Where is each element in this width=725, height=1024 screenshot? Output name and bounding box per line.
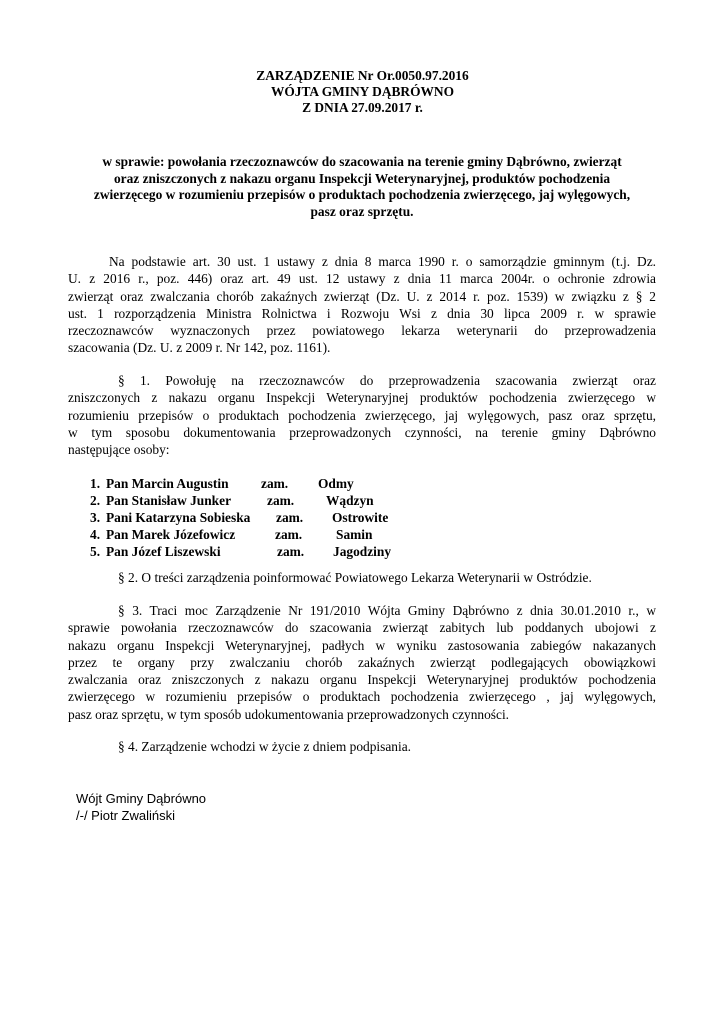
person-name: Pan Marcin Augustin [106,476,229,491]
paragraph-line: ust. 1 rozporządzenia Ministra Rolnictwa i Rozwoju Wsi z dnia 30 lipca 2009 r. w sprawie [68,305,656,321]
person-number: 5. [90,544,101,559]
paragraph-line: przez te organy przy zwalczaniu chorób zakaźnych zwierząt podlegających obowiązkowi [68,654,656,670]
residence-town: Samin [336,527,373,542]
person-number: 2. [90,493,101,508]
paragraph-line: zniszczonych z nakazu organu Inspekcji Weterynaryjnej produktów pochodzenia zwierzęcego w [68,390,656,406]
paragraph-line: rzeczoznawców wyznaczonych przez powiatowego lekarza weterynarii do przeprowadzenia [68,323,656,339]
signatory-name: /-/ Piotr Zwaliński [76,808,175,823]
paragraph-line: U. z 2016 r., poz. 446) oraz art. 49 ust. 12 ustawy z dnia 11 marca 2004r. o ochronie zdrowia [68,271,656,287]
signature-block [76,790,206,824]
person-number: 4. [90,527,101,542]
signatory-title: Wójt Gminy Dąbrówno [76,791,207,806]
person-name: Pani Katarzyna Sobieska [106,510,251,525]
residence-label: zam. [261,476,289,491]
subject-line: zwierzęcego w rozumieniu przepisów o produktach pochodzenia zwierzęcego, jaj wylęgowych, [93,187,631,202]
residence-label: zam. [276,510,304,525]
legal-basis-paragraph [68,253,656,357]
person-name: Pan Stanisław Junker [106,493,232,508]
paragraph-line: Na podstawie art. 30 ust. 1 ustawy z dnia 8 marca 1990 r. o samorządzie gminnym (t.j. Dz. [109,254,656,269]
person-number: 1. [90,476,101,491]
residence-town: Ostrowite [332,510,389,525]
paragraph-line: zwalczania oraz zniszczonych z nakazu organu Inspekcji Weterynaryjnej produktów pochodzenia [68,672,656,688]
paragraph-line: § 1. Powołuję na rzeczoznawców do przeprowadzenia szacowania zwierząt oraz [118,373,656,388]
paragraph-line: sprawie powołania rzeczoznawców do szacowania zwierząt zabitych lub poddanych ubojowi z [68,620,656,636]
paragraph-line: pasz oraz sprzętu, w tym sposób udokumentowania przeprowadzonych czynności. [68,706,510,722]
paragraph-line: następujące osoby: [68,442,170,458]
person-name: Pan Józef Liszewski [106,544,221,559]
residence-label: zam. [275,527,303,542]
paragraph-line: szacowania (Dz. U. z 2009 r. Nr 142, poz. 1161). [68,340,331,356]
residence-town: Jagodziny [333,544,392,559]
title-ordinance-number: ZARZĄDZENIE Nr Or.0050.97.2016 [256,68,469,83]
title-issuer: WÓJTA GMINY DĄBRÓWNO [270,84,454,99]
paragraph-line: § 3. Traci moc Zarządzenie Nr 191/2010 Wójta Gminy Dąbrówno z dnia 30.01.2010 r., w [118,603,656,618]
person-name: Pan Marek Józefowicz [106,527,236,542]
subject-line: oraz zniszczonych z nakazu organu Inspekcji Weterynaryjnej, produktów pochodzenia [113,170,611,186]
paragraph-line: zwierzęcego w rozumieniu przepisów o produktach pochodzenia zwierzęcego , jaj wylęgowych, [68,689,656,705]
residence-town: Odmy [318,476,354,491]
document-title [0,68,725,116]
paragraph-line: zwierząt oraz zwalczania chorób zakaźnych zwierząt (Dz. U. z 2014 r. poz. 1539) w związku z § 2 [68,288,656,304]
section-1-paragraph [68,372,656,458]
subject-line: pasz oraz sprzętu. [310,203,414,219]
residence-label: zam. [277,544,305,559]
paragraph-line: nakazu organu Inspekcji Weterynaryjnej, padłych w wyniku zastosowania zabiegów nakazanych [68,637,656,653]
title-date: Z DNIA 27.09.2017 r. [302,100,423,115]
residence-label: zam. [267,493,295,508]
paragraph-line: rozumieniu przepisów o produktach pochodzenia zwierzęcego, jaj wylęgowych, pasz oraz sprzętu, [68,407,656,423]
subject-heading [62,154,662,220]
residence-town: Wądzyn [326,493,374,508]
section-3-paragraph [68,602,656,723]
subject-line: w sprawie: powołania rzeczoznawców do szacowania na terenie gminy Dąbrówno, zwierząt [102,154,622,169]
paragraph-line: w tym sposobu dokumentowania przeprowadzonych czynności, na terenie gminy Dąbrówno [68,424,656,440]
section-4-paragraph: § 4. Zarządzenie wchodzi w życie z dniem podpisania. [118,739,411,754]
person-number: 3. [90,510,101,525]
section-2-paragraph: § 2. O treści zarządzenia poinformować Powiatowego Lekarza Weterynarii w Ostródzie. [118,570,592,585]
